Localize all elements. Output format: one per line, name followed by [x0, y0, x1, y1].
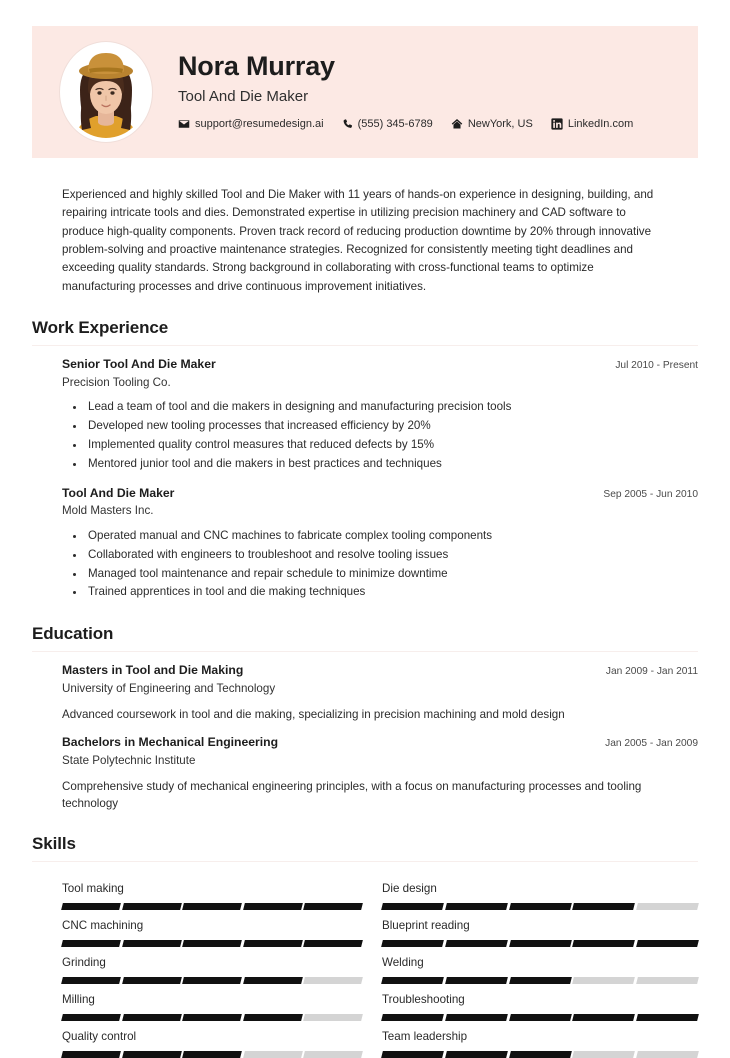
section-divider	[32, 861, 698, 862]
skill-name: Milling	[62, 993, 95, 1007]
contact-phone[interactable]	[342, 118, 433, 130]
skill-level-segment	[636, 1014, 699, 1021]
skill-level-bar	[382, 1051, 698, 1058]
list-item: • Implemented quality control measures that reduced defects by 15%	[86, 436, 698, 455]
skill-name: Tool making	[62, 882, 124, 896]
skill-level-bar	[62, 1051, 362, 1058]
skill-level-bar	[62, 977, 362, 984]
work-entry	[32, 357, 698, 474]
work-entry-company: Mold Masters Inc.	[62, 504, 154, 518]
skill-level-segment	[445, 903, 508, 910]
skill-level-segment	[182, 903, 241, 910]
list-item: • Managed tool maintenance and repair schedule to minimize downtime	[86, 565, 698, 584]
resume-body	[0, 186, 730, 1058]
skill-name: Die design	[382, 882, 437, 896]
list-item: • Operated manual and CNC machines to fabricate complex tooling components	[86, 527, 698, 546]
education-entry-description: Advanced coursework in tool and die making, specializing in precision machining and mold design	[62, 707, 565, 721]
education-entry-school: State Polytechnic Institute	[62, 753, 196, 767]
skill-level-segment	[182, 1014, 241, 1021]
list-item: • Collaborated with engineers to troubleshoot and resolve tooling issues	[86, 546, 698, 565]
skill-level-segment	[509, 1014, 572, 1021]
skill-level-segment	[304, 903, 363, 910]
skill-level-segment	[445, 977, 508, 984]
skill-level-segment	[122, 1051, 181, 1058]
education-entry	[32, 663, 698, 723]
education-entry-date: Jan 2005 - Jan 2009	[605, 738, 698, 750]
skill-level-segment	[304, 1014, 363, 1021]
skill-name: Troubleshooting	[382, 993, 465, 1007]
skill-level-segment	[573, 1014, 636, 1021]
skill-level-segment	[445, 940, 508, 947]
education-entry-description: Comprehensive study of mechanical engineering principles, with a focus on manufacturing processes and tooling technology	[62, 779, 642, 810]
skill-name: Welding	[382, 956, 424, 970]
contact-email-label: support@resumedesign.ai	[195, 118, 324, 131]
work-entry-role: Tool And Die Maker	[62, 485, 175, 500]
envelope-icon	[178, 118, 190, 130]
skill-name: CNC machining	[62, 919, 144, 933]
skill-item	[382, 873, 698, 910]
education-entry-school: University of Engineering and Technology	[62, 681, 276, 695]
professional-summary: Experienced and highly skilled Tool and Die Maker with 11 years of hands-on experience in designing, building, and repairing intricate tools and dies. Demonstrated expertise in utilizing precision machinery and CAD software to produce high-quality components. Proven track record of reducing production downtime by 20% through innovative problem-solving and proactive maintenance strategies. Recognized for consistently meeting tight deadlines and exceeding quality standards. Strong background in collaborating with cross-functional teams to optimize manufacturing processes and drive continuous improvement initiatives.	[62, 188, 654, 293]
skill-level-segment	[445, 1051, 508, 1058]
skills-grid	[32, 873, 698, 1058]
skill-level-segment	[573, 977, 636, 984]
skill-level-segment	[61, 977, 120, 984]
education-entry	[32, 735, 698, 812]
contact-location[interactable]	[451, 118, 533, 130]
skill-level-segment	[243, 903, 302, 910]
skill-level-segment	[509, 1051, 572, 1058]
work-experience-heading: Work Experience	[32, 317, 169, 337]
skill-item	[62, 947, 362, 984]
skill-level-segment	[636, 1051, 699, 1058]
contact-linkedin[interactable]	[551, 118, 633, 130]
skill-level-segment	[304, 1051, 363, 1058]
skill-item	[62, 873, 362, 910]
contact-location-label: NewYork, US	[467, 118, 533, 131]
skill-level-segment	[381, 977, 444, 984]
list-item: • Lead a team of tool and die makers in designing and manufacturing precision tools	[86, 398, 698, 417]
skill-name: Team leadership	[382, 1029, 468, 1043]
avatar	[60, 42, 152, 142]
skill-level-segment	[122, 940, 181, 947]
skill-level-segment	[182, 977, 241, 984]
skill-level-bar	[382, 903, 698, 910]
skill-level-segment	[243, 1051, 302, 1058]
skill-level-segment	[61, 1051, 120, 1058]
skill-level-segment	[636, 977, 699, 984]
section-divider	[32, 345, 698, 346]
contact-phone-label: (555) 345-6789	[357, 118, 433, 131]
skill-level-segment	[636, 940, 699, 947]
education-entry-degree: Bachelors in Mechanical Engineering	[62, 735, 279, 750]
candidate-job-title: Tool And Die Maker	[178, 87, 309, 105]
list-item: • Mentored junior tool and die makers in best practices and techniques	[86, 455, 698, 474]
skill-level-bar	[382, 940, 698, 947]
skill-level-segment	[573, 903, 636, 910]
contact-linkedin-label: LinkedIn.com	[567, 118, 634, 131]
skill-level-segment	[381, 903, 444, 910]
skill-level-segment	[509, 940, 572, 947]
education-heading: Education	[32, 624, 114, 644]
header-text-block	[178, 52, 698, 132]
section-skills	[32, 834, 698, 1058]
skill-level-segment	[182, 940, 241, 947]
skill-level-segment	[381, 1014, 444, 1021]
resume-header	[32, 26, 698, 158]
phone-icon	[342, 118, 353, 130]
education-entry-degree: Masters in Tool and Die Making	[62, 663, 244, 678]
education-entry-header	[62, 735, 698, 751]
work-entry-date: Sep 2005 - Jun 2010	[603, 488, 698, 500]
skill-level-segment	[445, 1014, 508, 1021]
skill-level-segment	[61, 1014, 120, 1021]
skill-level-segment	[636, 903, 699, 910]
contact-email[interactable]	[178, 118, 324, 130]
skill-item	[382, 947, 698, 984]
skill-level-segment	[381, 940, 444, 947]
skill-level-segment	[304, 940, 363, 947]
skill-item	[382, 984, 698, 1021]
home-icon	[451, 118, 463, 130]
skill-level-segment	[573, 940, 636, 947]
skill-level-segment	[182, 1051, 241, 1058]
skill-level-segment	[61, 940, 120, 947]
skill-level-segment	[122, 903, 181, 910]
skill-item	[62, 910, 362, 947]
work-entry-bullets	[62, 398, 698, 473]
skill-level-segment	[243, 977, 302, 984]
skills-heading: Skills	[32, 834, 76, 854]
skill-level-segment	[304, 977, 363, 984]
skill-level-bar	[382, 1014, 698, 1021]
work-entry-role: Senior Tool And Die Maker	[62, 356, 216, 371]
list-item: • Developed new tooling processes that increased efficiency by 20%	[86, 417, 698, 436]
education-entry-header	[62, 663, 698, 679]
skill-level-bar	[62, 940, 362, 947]
skill-level-segment	[509, 977, 572, 984]
education-entry-date: Jan 2009 - Jan 2011	[605, 666, 698, 678]
work-entry-company: Precision Tooling Co.	[62, 375, 171, 389]
skill-item	[62, 984, 362, 1021]
section-work-experience	[32, 318, 698, 602]
skill-item	[382, 910, 698, 947]
linkedin-icon	[551, 118, 563, 130]
skill-level-segment	[381, 1051, 444, 1058]
list-item: • Trained apprentices in tool and die making techniques	[86, 583, 698, 602]
work-entry-header	[62, 486, 698, 502]
resume-page	[0, 26, 730, 1050]
skill-level-segment	[243, 1014, 302, 1021]
work-entry	[32, 486, 698, 603]
skill-level-segment	[243, 940, 302, 947]
skill-name: Grinding	[62, 956, 106, 970]
skill-level-bar	[62, 1014, 362, 1021]
skill-name: Quality control	[62, 1029, 137, 1043]
work-entry-date: Jul 2010 - Present	[615, 359, 698, 371]
skill-level-segment	[573, 1051, 636, 1058]
skill-name: Blueprint reading	[382, 919, 470, 933]
skill-item	[382, 1021, 698, 1058]
skill-item	[62, 1021, 362, 1058]
section-divider	[32, 651, 698, 652]
section-education	[32, 624, 698, 812]
work-entry-bullets	[62, 527, 698, 602]
skill-level-segment	[122, 977, 181, 984]
skill-level-segment	[61, 903, 120, 910]
skill-level-bar	[62, 903, 362, 910]
contact-list	[178, 118, 698, 130]
work-entry-header	[62, 357, 698, 373]
skill-level-bar	[382, 977, 698, 984]
candidate-name: Nora Murray	[178, 50, 335, 81]
skill-level-segment	[509, 903, 572, 910]
skill-level-segment	[122, 1014, 181, 1021]
